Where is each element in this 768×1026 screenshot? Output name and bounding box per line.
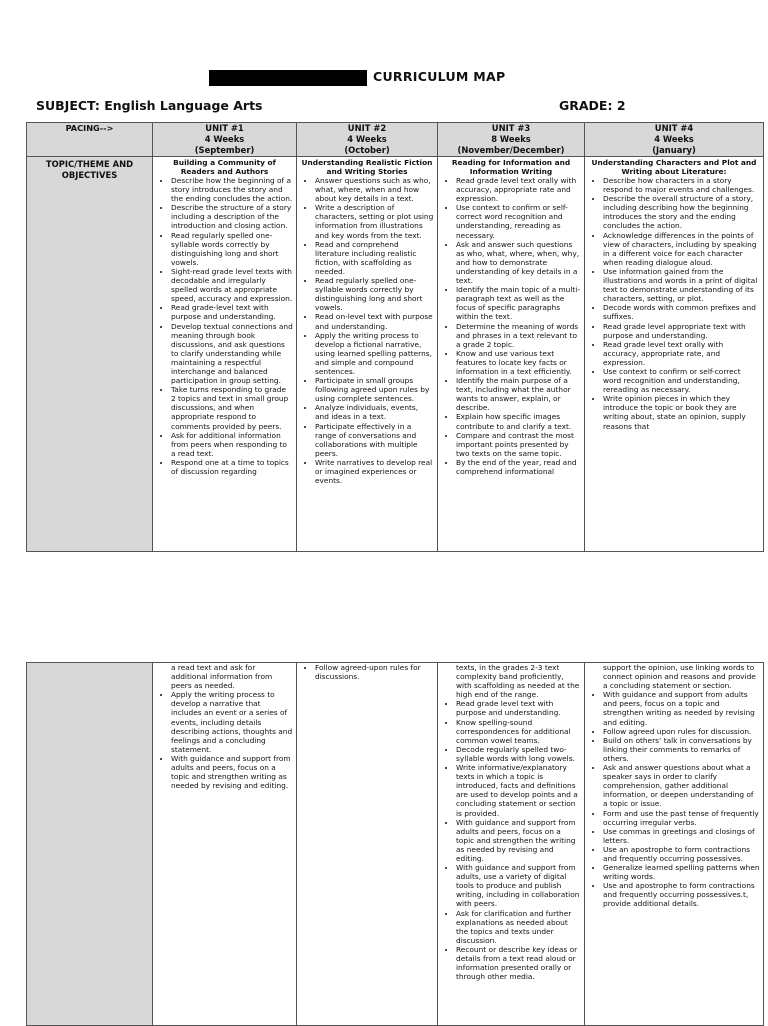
unit-1-number: UNIT #1 bbox=[205, 123, 244, 133]
objective-item: • With guidance and support from adults and peers, focus on a topic and strengthen writing as needed by revising and editing. bbox=[603, 690, 760, 726]
unit-2-objectives bbox=[297, 157, 438, 552]
objective-item: • Ask for additional information from peers when responding to a read text. bbox=[171, 431, 293, 458]
unit-4-fragment: support the opinion, use linking words to connect opinion and reasons and provide a concluding statement or section. bbox=[603, 663, 756, 691]
row-label-cell-continued bbox=[27, 663, 153, 1026]
objective-item: • Form and use the past tense of frequently occurring irregular verbs. bbox=[603, 809, 760, 827]
pacing-row bbox=[27, 123, 764, 157]
objective-item: • Follow agreed-upon rules for discussions. bbox=[315, 663, 434, 681]
objective-item: • Use information gained from the illustrations and words in a print of digital text to demonstrate understanding of its characters, setting, or plot. bbox=[603, 267, 760, 303]
redacted-block bbox=[209, 70, 367, 86]
objective-item: • Read grade-level text with purpose and understanding. bbox=[171, 303, 293, 321]
objective-item: • Read grade level text orally with accuracy, appropriate rate and expression. bbox=[456, 176, 581, 203]
objective-item: • Develop textual connections and meaning through book discussions, and ask questions to clarify understanding while maintaining a respectful interchange and balanced participation in group setting. bbox=[171, 322, 293, 386]
objective-item: • Read regularly spelled one-syllable words correctly by distinguishing long and short vowels. bbox=[315, 276, 434, 312]
grade-label: GRADE: 2 bbox=[559, 98, 626, 113]
unit-2-number: UNIT #2 bbox=[347, 123, 387, 133]
unit-2-list bbox=[300, 176, 434, 485]
unit-1-continued bbox=[153, 663, 297, 1026]
objective-item: • Use context to confirm or self-correct word recognition and understanding, rereading as necessary. bbox=[603, 367, 760, 394]
unit-4-continued bbox=[585, 663, 764, 1026]
objective-item: • With guidance and support from adults, use a variety of digital tools to produce and publish writing, including in collaboration with peers. bbox=[456, 863, 581, 908]
unit-1-topic: Building a Community of Readers and Authors bbox=[173, 158, 276, 176]
unit-1-continued-list bbox=[156, 690, 293, 790]
unit-3-period: (November/December) bbox=[457, 145, 565, 155]
unit-2-continued bbox=[297, 663, 438, 1026]
objective-item: • Analyze individuals, events, and ideas in a text. bbox=[315, 403, 434, 421]
unit-2-period: (October) bbox=[344, 145, 390, 155]
objective-item: • Identify the main topic of a multi-paragraph text as well as the focus of specific paragraphs within the text. bbox=[456, 285, 581, 321]
unit-3-continued-list bbox=[441, 699, 581, 981]
unit-3-list bbox=[441, 176, 581, 476]
objective-item: • Identify the main purpose of a text, including what the author wants to answer, explain, or describe. bbox=[456, 376, 581, 412]
objective-item: • Read grade level text with purpose and understanding. bbox=[456, 699, 581, 717]
objective-item: • Read and comprehend literature including realistic fiction, with scaffolding as needed. bbox=[315, 240, 434, 276]
subject-label: SUBJECT: English Language Arts bbox=[36, 98, 263, 113]
unit-4-weeks: 4 Weeks bbox=[654, 134, 694, 144]
unit-2-weeks: 4 Weeks bbox=[347, 134, 387, 144]
unit-4-number: UNIT #4 bbox=[654, 123, 694, 133]
unit-1-period: (September) bbox=[194, 145, 255, 155]
objective-item: • Write a description of characters, setting or plot using information from illustrations and key words from the text. bbox=[315, 203, 434, 239]
unit-4-header bbox=[585, 123, 764, 157]
unit-3-number: UNIT #3 bbox=[491, 123, 531, 133]
objective-item: • Read grade level text orally with accuracy, appropriate rate, and expression. bbox=[603, 340, 760, 367]
unit-3-continued bbox=[438, 663, 585, 1026]
objective-item: • Follow agreed upon rules for discussion. bbox=[603, 727, 760, 736]
unit-4-objectives bbox=[585, 157, 764, 552]
objective-item: • With guidance and support from adults and peers, focus on a topic and strengthen the writing as needed by revising and editing. bbox=[456, 818, 581, 863]
objective-item: • Apply the writing process to develop a narrative that includes an event or a series of events, including details describing actions, thoughts and feelings and a concluding statement. bbox=[171, 690, 293, 754]
unit-3-header bbox=[438, 123, 585, 157]
objective-item: • Participate in small groups following agreed upon rules by using complete sentences. bbox=[315, 376, 434, 403]
objective-item: • Participate effectively in a range of conversations and collaborations with multiple peers. bbox=[315, 422, 434, 458]
unit-3-weeks: 8 Weeks bbox=[491, 134, 531, 144]
objective-item: • Respond one at a time to topics of discussion regarding bbox=[171, 458, 293, 476]
objective-item: • Read regularly spelled one-syllable words correctly by distinguishing long and short vowels. bbox=[171, 231, 293, 267]
objective-item: • Read on-level text with purpose and understanding. bbox=[315, 312, 434, 330]
objective-item: • Compare and contrast the most important points presented by two texts on the same topic. bbox=[456, 431, 581, 458]
unit-3-fragment: texts, in the grades 2-3 text complexity band proficiently, with scaffolding as needed at the high end of the range. bbox=[456, 663, 580, 700]
objective-item: • By the end of the year, read and comprehend informational bbox=[456, 458, 581, 476]
unit-1-header bbox=[153, 123, 297, 157]
unit-3-topic: Reading for Information and Information Writing bbox=[451, 158, 571, 176]
objective-item: • Generalize learned spelling patterns when writing words. bbox=[603, 863, 760, 881]
objective-item: • Write opinion pieces in which they introduce the topic or book they are writing about, state an opinion, supply reasons that bbox=[603, 394, 760, 430]
objective-item: • Recount or describe key ideas or details from a text read aloud or information presented orally or through other media. bbox=[456, 945, 581, 981]
objective-item: • Write informative/explanatory texts in which a topic is introduced, facts and definitions are used to develop points and a concluding statement or section is provided. bbox=[456, 763, 581, 818]
unit-1-objectives bbox=[153, 157, 297, 552]
objective-item: • Describe how characters in a story respond to major events and challenges. bbox=[603, 176, 760, 194]
objective-item: • Describe how the beginning of a story introduces the story and the ending concludes the action. bbox=[171, 176, 293, 203]
objective-item: • With guidance and support from adults and peers, focus on a topic and strengthen writing as needed by revising and editing. bbox=[171, 754, 293, 790]
objective-item: • Describe the overall structure of a story, including describing how the beginning introduces the story and the ending concludes the action. bbox=[603, 194, 760, 230]
objective-item: • Sight-read grade level texts with decodable and irregularly spelled words at appropriate speed, accuracy and expression. bbox=[171, 267, 293, 303]
objective-item: • Ask and answer questions about what a speaker says in order to clarify comprehension, gather additional information, or deepen understanding of a topic or issue. bbox=[603, 763, 760, 808]
curriculum-table-continued bbox=[26, 662, 764, 1026]
objectives-row bbox=[27, 157, 764, 552]
objective-item: • Apply the writing process to develop a fictional narrative, using learned spelling patterns, and simple and compound sentences. bbox=[315, 331, 434, 376]
objective-item: • Know spelling-sound correspondences for additional common vowel teams. bbox=[456, 718, 581, 745]
objective-item: • Use and apostrophe to form contractions and frequently occurring possessives.t, provide additional details. bbox=[603, 881, 760, 908]
pacing-label: PACING--> bbox=[27, 123, 153, 157]
objective-item: • Know and use various text features to locate key facts or information in a text efficiently. bbox=[456, 349, 581, 376]
continuation-row bbox=[27, 663, 764, 1026]
objective-item: • Determine the meaning of words and phrases in a text relevant to a grade 2 topic. bbox=[456, 322, 581, 349]
objective-item: • Decode regularly spelled two-syllable words with long vowels. bbox=[456, 745, 581, 763]
unit-1-weeks: 4 Weeks bbox=[204, 134, 245, 144]
objective-item: • Use commas in greetings and closings of letters. bbox=[603, 827, 760, 845]
objective-item: • Decode words with common prefixes and suffixes. bbox=[603, 303, 760, 321]
objective-item: • Ask and answer such questions as who, what, where, when, why, and how to demonstrate understanding of key details in a text. bbox=[456, 240, 581, 285]
objective-item: • Take turns responding to grade 2 topics and text in small group discussions, and when appropriate respond to comments provided by peers. bbox=[171, 385, 293, 430]
curriculum-table bbox=[26, 122, 764, 552]
unit-4-topic: Understanding Characters and Plot and Writing about Literature: bbox=[591, 158, 757, 176]
objective-item: • Answer questions such as who, what, where, when and how about key details in a text. bbox=[315, 176, 434, 203]
objective-item: • Explain how specific images contribute to and clarify a text. bbox=[456, 412, 581, 430]
objective-item: • Write narratives to develop real or imagined experiences or events. bbox=[315, 458, 434, 485]
objective-item: • Read grade level appropriate text with purpose and understanding. bbox=[603, 322, 760, 340]
unit-4-list bbox=[588, 176, 760, 431]
objective-item: • Use an apostrophe to form contractions and frequently occurring possessives. bbox=[603, 845, 760, 863]
unit-3-objectives bbox=[438, 157, 585, 552]
unit-2-continued-list bbox=[300, 663, 434, 681]
row-label: TOPIC/THEME AND OBJECTIVES bbox=[45, 159, 134, 180]
objective-item: • Use context to confirm or self-correct word recognition and understanding, rereading as necessary. bbox=[456, 203, 581, 239]
row-label-cell bbox=[27, 157, 153, 552]
objective-item: • Describe the structure of a story including a description of the introduction and closing action. bbox=[171, 203, 293, 230]
unit-2-header bbox=[297, 123, 438, 157]
objective-item: • Acknowledge differences in the points of view of characters, including by speaking in a different voice for each character when reading dialogue aloud. bbox=[603, 231, 760, 267]
page-title: CURRICULUM MAP bbox=[373, 69, 506, 84]
objective-item: • Build on others’ talk in conversations by linking their comments to remarks of others. bbox=[603, 736, 760, 763]
unit-4-continued-list bbox=[588, 690, 760, 908]
unit-2-topic: Understanding Realistic Fiction and Writing Stories bbox=[301, 158, 433, 176]
unit-1-list bbox=[156, 176, 293, 476]
unit-4-period: (January) bbox=[652, 145, 696, 155]
unit-1-fragment: a read text and ask for additional information from peers as needed. bbox=[171, 663, 273, 691]
objective-item: • Ask for clarification and further explanations as needed about the topics and texts under discussion. bbox=[456, 909, 581, 945]
